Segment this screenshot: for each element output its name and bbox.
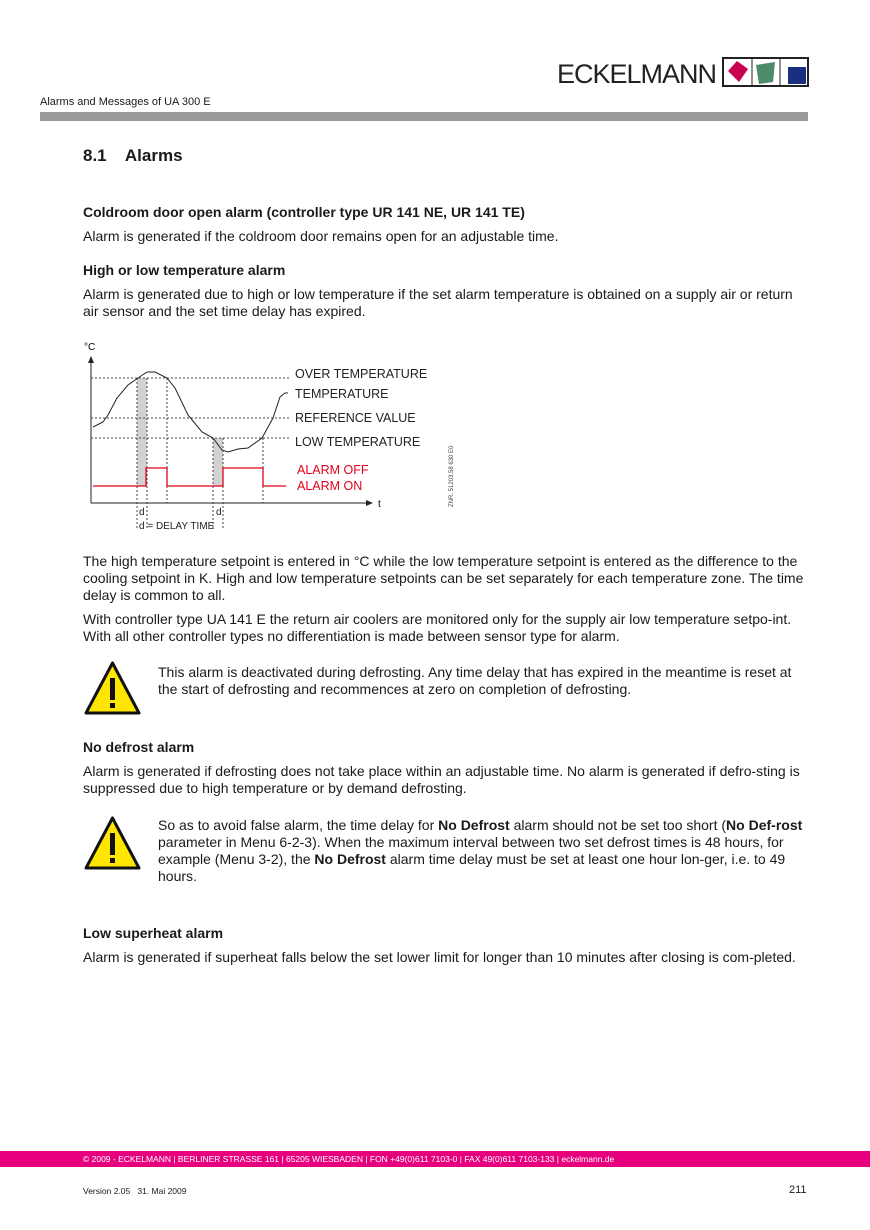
label-alarm-on: ALARM ON (297, 479, 363, 493)
label-over-temperature: OVER TEMPERATURE (295, 367, 428, 381)
warning-icon (84, 816, 141, 870)
text-superheat: Alarm is generated if superheat falls below the set lower limit for longer than 10 minutes after closing is com-pleted. (83, 949, 796, 965)
label-low-temperature: LOW TEMPERATURE (295, 435, 421, 449)
temperature-alarm-diagram (0, 0, 870, 560)
section-title: 8.1 Alarms (83, 146, 183, 165)
brand-name: ECKELMANN (557, 59, 717, 89)
x-axis-label: t (378, 499, 381, 510)
running-header: Alarms and Messages of UA 300 E (40, 96, 211, 108)
label-d1: d (139, 507, 145, 518)
heading-door-alarm: Coldroom door open alarm (controller type UR 141 NE, UR 141 TE) (83, 204, 525, 220)
para-controller-type: With controller type UA 141 E the return air coolers are monitored only for the supply air low temperature setpo-int. With all other controller types no differentiation is made between sensor type for alarm. (83, 611, 792, 644)
para-setpoints: The high temperature setpoint is entered in °C while the low temperature setpoint is entered as the difference to the cooling setpoint in K. High and low temperature setpoints can be set separately for each temperature zone. The time delay is common to all. (83, 553, 804, 603)
version-info: Version 2.05 31. Mai 2009 (83, 1186, 187, 1196)
alarm-signal (93, 468, 286, 486)
delay-time-legend: d = DELAY TIME (139, 521, 215, 532)
text-no-defrost: Alarm is generated if defrosting does not take place within an adjustable time. No alarm is generated if defro-sting is suppressed due to high temperature or by demand defrosting. (83, 763, 800, 796)
note-defrost-deactivation: This alarm is deactivated during defrosting. Any time delay that has expired in the meantime is reset at the start of defrosting and recommences at zero on completion of defrosting. (158, 664, 792, 697)
label-alarm-off: ALARM OFF (297, 463, 369, 477)
text-door-alarm: Alarm is generated if the coldroom door remains open for an adjustable time. (83, 228, 559, 244)
drawing-code: ZNR. 51203.58 630 E0 (449, 445, 455, 507)
heading-superheat: Low superheat alarm (83, 925, 224, 941)
footer-bar (0, 1151, 870, 1167)
y-axis-label: °C (84, 342, 96, 353)
warning-icon (84, 661, 141, 715)
heading-no-defrost: No defrost alarm (83, 739, 195, 755)
temperature-curve (93, 372, 288, 452)
label-reference-value: REFERENCE VALUE (295, 411, 416, 425)
text-temp-alarm: Alarm is generated due to high or low temperature if the set alarm temperature is obtained on a supply air or return air sensor and the set time delay has expired. (83, 286, 793, 319)
footer-address: © 2009 - ECKELMANN | BERLINER STRASSE 161 | 65205 WIESBADEN | FON +49(0)611 7103-0 | FAX 49(0)611 7103-133 | eckelmann.de (83, 1154, 615, 1164)
note-no-defrost-delay: So as to avoid false alarm, the time delay for No Defrost alarm should not be set too short (No Def-rost parameter in Menu 6-2-3). When the maximum interval between two set defrost times is 48 hours, for example (Menu 3-2), the No Defrost alarm time delay must be set at least one hour lon-ger, i.e. to 49 hours. (158, 817, 803, 884)
page-number: 211 (789, 1184, 807, 1196)
heading-temp-alarm: High or low temperature alarm (83, 262, 286, 278)
label-temperature: TEMPERATURE (295, 387, 389, 401)
label-d2: d (216, 507, 222, 518)
